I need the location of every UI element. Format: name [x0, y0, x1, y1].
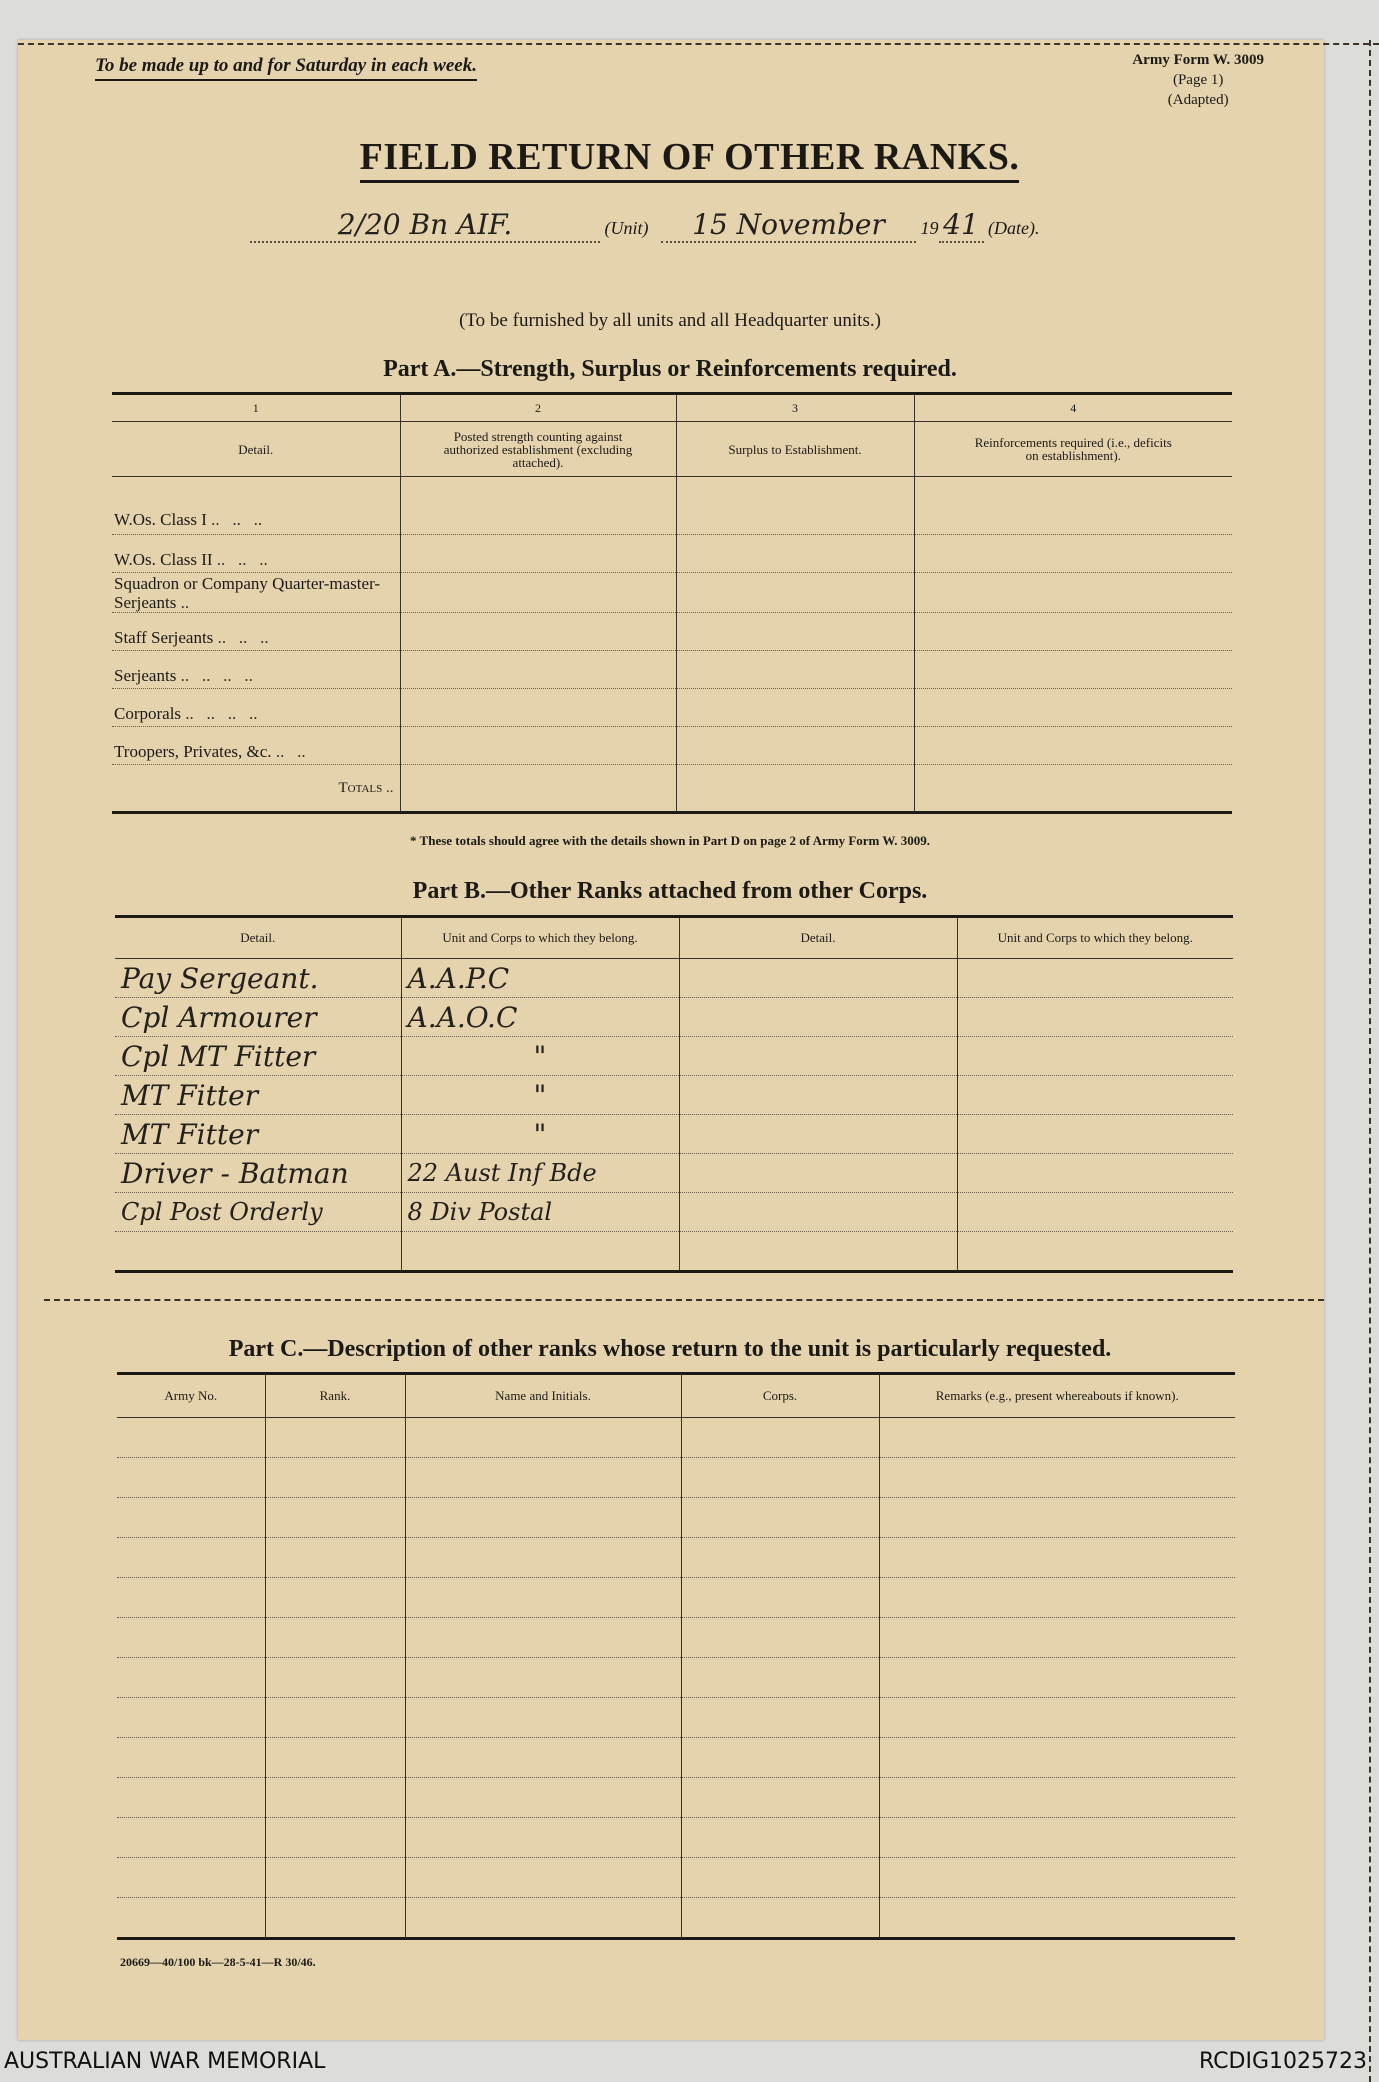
empty-cell[interactable] [681, 1738, 879, 1778]
empty-cell[interactable] [679, 1076, 957, 1115]
empty-cell[interactable] [879, 1818, 1235, 1858]
form-title: FIELD RETURN OF OTHER RANKS. [360, 136, 1020, 183]
row-label: Troopers, Privates, &c. [114, 742, 272, 761]
empty-cell[interactable] [405, 1898, 681, 1939]
part-a-table [112, 392, 1232, 814]
empty-cell[interactable] [405, 1658, 681, 1698]
column-header-rank: Rank. [265, 1374, 405, 1418]
attached-unit[interactable]: " [401, 1037, 679, 1076]
posted-strength-total[interactable] [400, 765, 676, 813]
column-number: 2 [400, 394, 676, 422]
empty-cell[interactable] [957, 998, 1233, 1037]
perforation-right [1369, 40, 1371, 2082]
empty-cell[interactable] [679, 1115, 957, 1154]
totals-row: Totals .. [112, 765, 1232, 813]
empty-cell[interactable] [117, 1698, 265, 1738]
attached-unit[interactable]: A.A.P.C [401, 959, 679, 998]
attached-detail[interactable]: Cpl Armourer [115, 998, 401, 1037]
part-a-heading: Part A.—Strength, Surplus or Reinforcements required. [383, 356, 957, 382]
column-header-detail-2: Detail. [679, 917, 957, 959]
empty-cell[interactable] [265, 1418, 405, 1458]
table-row: Corporals .. .. .. .. [112, 689, 1232, 727]
table-row [115, 1076, 1233, 1115]
perforation-top [18, 43, 1379, 45]
table-row: Squadron or Company Quarter-master-Serjeants .. [112, 573, 1232, 613]
part-c-heading: Part C.—Description of other ranks whose return to the unit is particularly requested. [228, 1336, 1112, 1362]
empty-cell[interactable] [265, 1498, 405, 1538]
empty-cell[interactable] [117, 1618, 265, 1658]
attached-detail[interactable]: Cpl MT Fitter [115, 1037, 401, 1076]
empty-cell[interactable] [681, 1618, 879, 1658]
attached-detail[interactable]: Driver - Batman [115, 1154, 401, 1193]
column-header-detail: Detail. [112, 422, 400, 477]
empty-cell[interactable] [117, 1658, 265, 1698]
column-number: 1 [112, 394, 400, 422]
empty-cell[interactable] [117, 1458, 265, 1498]
table-row [115, 1154, 1233, 1193]
empty-cell[interactable] [117, 1538, 265, 1578]
year-value: 41 [939, 208, 984, 243]
form-note: (Adapted) [1167, 92, 1229, 108]
surplus-cell[interactable] [676, 727, 914, 765]
empty-cell[interactable] [405, 1458, 681, 1498]
posted-strength-cell[interactable] [400, 651, 676, 689]
attached-detail[interactable]: MT Fitter [115, 1076, 401, 1115]
empty-cell[interactable] [405, 1738, 681, 1778]
attached-detail[interactable]: Cpl Post Orderly [115, 1193, 401, 1232]
empty-cell[interactable] [679, 1154, 957, 1193]
column-header-army-no: Army No. [117, 1374, 265, 1418]
attached-unit[interactable]: 8 Div Postal [401, 1193, 679, 1232]
table-row [117, 1898, 1235, 1939]
empty-cell[interactable] [681, 1698, 879, 1738]
empty-cell[interactable] [681, 1898, 879, 1939]
table-row [117, 1538, 1235, 1578]
empty-cell[interactable] [957, 1115, 1233, 1154]
reinforcements-cell[interactable] [914, 573, 1232, 613]
empty-cell[interactable] [405, 1818, 681, 1858]
surplus-cell[interactable] [676, 535, 914, 573]
surplus-cell[interactable] [676, 651, 914, 689]
form-page: (Page 1) [1172, 72, 1224, 88]
empty-cell[interactable] [265, 1618, 405, 1658]
posted-strength-cell[interactable] [400, 613, 676, 651]
empty-cell[interactable] [879, 1898, 1235, 1939]
empty-cell[interactable] [957, 959, 1233, 998]
attached-detail[interactable]: Pay Sergeant. [115, 959, 401, 998]
table-row [117, 1698, 1235, 1738]
empty-cell[interactable] [265, 1738, 405, 1778]
part-b-heading: Part B.—Other Ranks attached from other Corps. [412, 878, 928, 904]
reinforcements-cell[interactable] [914, 651, 1232, 689]
empty-cell[interactable] [117, 1898, 265, 1939]
row-label: W.Os. Class I [114, 510, 207, 529]
column-number: 3 [676, 394, 914, 422]
table-row [115, 959, 1233, 998]
empty-cell[interactable] [117, 1418, 265, 1458]
empty-cell[interactable] [679, 1193, 957, 1232]
reinforcements-cell[interactable] [914, 689, 1232, 727]
column-header-reinforcements: Reinforcements required (i.e., deficits on establishment). [914, 422, 1232, 477]
empty-cell[interactable] [957, 1076, 1233, 1115]
table-row [117, 1498, 1235, 1538]
column-header-row [112, 422, 1232, 477]
empty-cell[interactable] [117, 1738, 265, 1778]
empty-cell[interactable] [681, 1858, 879, 1898]
empty-cell[interactable] [265, 1578, 405, 1618]
column-header-surplus: Surplus to Establishment. [676, 422, 914, 477]
instruction-line: To be made up to and for Saturday in each week. [95, 55, 477, 81]
posted-strength-cell[interactable] [400, 477, 676, 535]
surplus-total[interactable] [676, 765, 914, 813]
table-row [117, 1818, 1235, 1858]
column-header-unit-corps-2: Unit and Corps to which they belong. [957, 917, 1233, 959]
column-header-posted-strength: Posted strength counting against authorized establishment (excluding attached). [400, 422, 676, 477]
empty-cell[interactable] [879, 1618, 1235, 1658]
column-number: 4 [914, 394, 1232, 422]
empty-cell[interactable] [117, 1778, 265, 1818]
row-label: Staff Serjeants [114, 628, 214, 647]
empty-cell[interactable] [265, 1658, 405, 1698]
print-code: 20669—40/100 bk—28-5-41—R 30/46. [120, 1955, 316, 1969]
reinforcements-cell[interactable] [914, 477, 1232, 535]
reinforcements-cell[interactable] [914, 613, 1232, 651]
table-row [117, 1738, 1235, 1778]
table-row: W.Os. Class I .. .. .. [112, 477, 1232, 535]
empty-cell[interactable] [879, 1858, 1235, 1898]
column-header-corps: Corps. [681, 1374, 879, 1418]
column-header-unit-corps: Unit and Corps to which they belong. [401, 917, 679, 959]
row-label: W.Os. Class II [114, 550, 213, 569]
empty-cell[interactable] [957, 1232, 1233, 1272]
surplus-cell[interactable] [676, 613, 914, 651]
empty-cell[interactable] [679, 998, 957, 1037]
attached-unit[interactable]: A.A.O.C [401, 998, 679, 1037]
unit-label: (Unit) [604, 218, 649, 238]
column-header-remarks: Remarks (e.g., present whereabouts if known). [879, 1374, 1235, 1418]
empty-cell[interactable] [679, 959, 957, 998]
surplus-cell[interactable] [676, 477, 914, 535]
column-header-detail: Detail. [115, 917, 401, 959]
empty-cell[interactable] [265, 1898, 405, 1939]
empty-cell[interactable] [879, 1418, 1235, 1458]
empty-cell[interactable] [681, 1778, 879, 1818]
table-row [115, 1232, 1233, 1272]
form-title-wrap [0, 135, 1379, 179]
furnish-note: (To be furnished by all units and all Headquarter units.) [459, 310, 881, 331]
empty-cell[interactable] [681, 1418, 879, 1458]
empty-cell[interactable] [681, 1578, 879, 1618]
empty-cell[interactable] [405, 1538, 681, 1578]
table-row [117, 1778, 1235, 1818]
empty-cell[interactable] [405, 1858, 681, 1898]
empty-cell[interactable] [681, 1658, 879, 1698]
empty-cell[interactable] [405, 1698, 681, 1738]
table-row [115, 1037, 1233, 1076]
empty-cell[interactable] [879, 1578, 1235, 1618]
empty-cell[interactable] [957, 1154, 1233, 1193]
caption-id: RCDIG1025723 [1198, 2049, 1367, 2074]
empty-cell[interactable] [405, 1418, 681, 1458]
date-value: 15 November [661, 208, 916, 243]
empty-cell[interactable] [405, 1498, 681, 1538]
empty-cell[interactable] [957, 1193, 1233, 1232]
empty-cell[interactable] [117, 1818, 265, 1858]
empty-cell[interactable] [265, 1698, 405, 1738]
empty-cell[interactable] [115, 1232, 401, 1272]
table-row [117, 1458, 1235, 1498]
table-row: Staff Serjeants .. .. .. [112, 613, 1232, 651]
table-row [115, 1193, 1233, 1232]
empty-cell[interactable] [879, 1778, 1235, 1818]
table-row [115, 998, 1233, 1037]
form-name: Army Form W. 3009 [1132, 52, 1264, 68]
reinforcements-total[interactable] [914, 765, 1232, 813]
empty-cell[interactable] [879, 1698, 1235, 1738]
table-row [117, 1858, 1235, 1898]
table-row: W.Os. Class II .. .. .. [112, 535, 1232, 573]
empty-cell[interactable] [957, 1037, 1233, 1076]
empty-cell[interactable] [681, 1458, 879, 1498]
unit-date-line [250, 208, 1039, 243]
column-number-row [112, 394, 1232, 422]
unit-value: 2/20 Bn AIF. [250, 208, 600, 243]
empty-cell[interactable] [879, 1738, 1235, 1778]
attached-unit[interactable]: " [401, 1115, 679, 1154]
year-prefix: 19 [920, 218, 939, 238]
empty-cell[interactable] [681, 1498, 879, 1538]
empty-cell[interactable] [265, 1858, 405, 1898]
empty-cell[interactable] [117, 1858, 265, 1898]
table-row [117, 1578, 1235, 1618]
surplus-cell[interactable] [676, 689, 914, 727]
table-row: Troopers, Privates, &c. .. .. [112, 727, 1232, 765]
table-row [117, 1618, 1235, 1658]
part-b-table [115, 915, 1233, 1273]
attached-unit[interactable]: 22 Aust Inf Bde [401, 1154, 679, 1193]
empty-cell[interactable] [265, 1778, 405, 1818]
empty-cell[interactable] [117, 1498, 265, 1538]
posted-strength-cell[interactable] [400, 689, 676, 727]
column-header-row [115, 917, 1233, 959]
form-reference [1132, 50, 1264, 110]
row-label: Serjeants [114, 666, 177, 685]
empty-cell[interactable] [879, 1538, 1235, 1578]
totals-label: Totals [338, 779, 383, 796]
part-a-footnote: * These totals should agree with the details shown in Part D on page 2 of Army Form W. 3009. [410, 833, 930, 848]
empty-cell[interactable] [265, 1458, 405, 1498]
empty-cell[interactable] [265, 1818, 405, 1858]
posted-strength-cell[interactable] [400, 535, 676, 573]
empty-cell[interactable] [879, 1458, 1235, 1498]
row-label: Squadron or Company Quarter-master-Serjeants [114, 573, 381, 612]
part-c-table [117, 1372, 1235, 1940]
attached-detail[interactable]: MT Fitter [115, 1115, 401, 1154]
table-row: Serjeants .. .. .. .. [112, 651, 1232, 689]
attached-unit[interactable]: " [401, 1076, 679, 1115]
posted-strength-cell[interactable] [400, 727, 676, 765]
empty-cell[interactable] [405, 1618, 681, 1658]
table-row [117, 1418, 1235, 1458]
date-label: (Date). [988, 218, 1040, 238]
empty-cell[interactable] [879, 1498, 1235, 1538]
empty-cell[interactable] [405, 1778, 681, 1818]
reinforcements-cell[interactable] [914, 727, 1232, 765]
empty-cell[interactable] [405, 1578, 681, 1618]
table-row [115, 1115, 1233, 1154]
row-label: Corporals [114, 704, 182, 723]
empty-cell[interactable] [265, 1538, 405, 1578]
column-header-name: Name and Initials. [405, 1374, 681, 1418]
empty-cell[interactable] [879, 1658, 1235, 1698]
caption-source: AUSTRALIAN WAR MEMORIAL [4, 2049, 326, 2074]
empty-cell[interactable] [117, 1578, 265, 1618]
empty-cell[interactable] [681, 1538, 879, 1578]
table-row [117, 1658, 1235, 1698]
empty-cell[interactable] [679, 1232, 957, 1272]
reinforcements-cell[interactable] [914, 535, 1232, 573]
column-header-row [117, 1374, 1235, 1418]
surplus-cell[interactable] [676, 573, 914, 613]
empty-cell[interactable] [679, 1037, 957, 1076]
posted-strength-cell[interactable] [400, 573, 676, 613]
empty-cell[interactable] [681, 1818, 879, 1858]
tear-line [44, 1299, 1324, 1301]
empty-cell[interactable] [401, 1232, 679, 1272]
